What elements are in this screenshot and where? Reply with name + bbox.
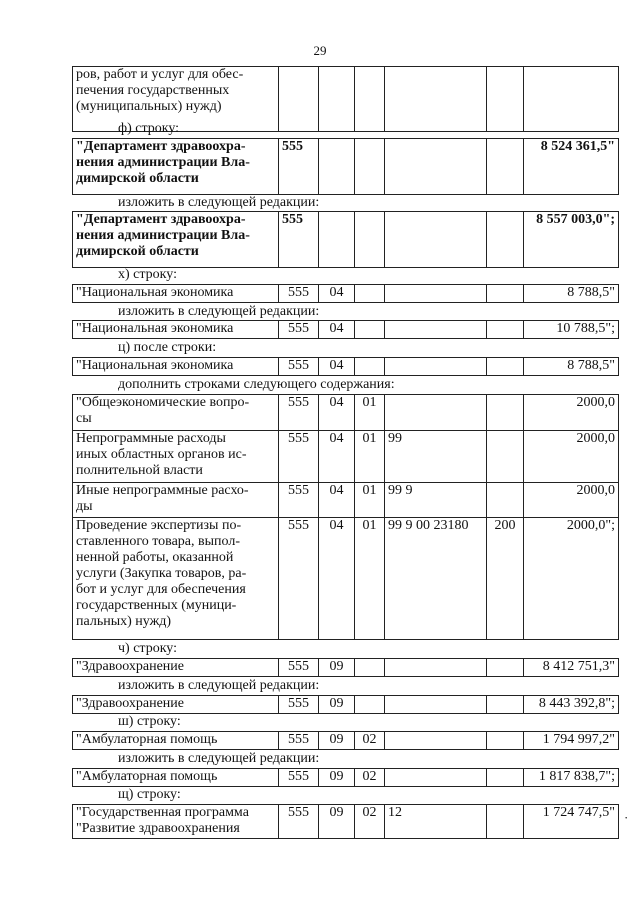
table-row <box>73 483 619 518</box>
row-code: 555 <box>279 212 319 268</box>
table-row <box>73 518 619 640</box>
row-code: 555 <box>279 659 319 677</box>
row-amount: 2000,0 <box>524 431 619 483</box>
row-name: "Государственная программа "Развитие здравоохранения <box>73 805 279 839</box>
row-expense <box>487 431 524 483</box>
table-block-department-new <box>72 211 619 268</box>
row-name: "Департамент здравоохра- нения администрации Вла- димирской области <box>73 212 279 268</box>
table-row-economy-after <box>72 357 619 376</box>
row-expense <box>487 395 524 431</box>
row-section: 04 <box>319 431 355 483</box>
table-row <box>73 321 619 339</box>
row-section: 04 <box>319 395 355 431</box>
row-amount: 10 788,5"; <box>524 321 619 339</box>
row-code: 555 <box>279 139 319 195</box>
table-row-economy-new <box>72 320 619 339</box>
row-name: Иные непрограммные расхо- ды <box>73 483 279 518</box>
row-name: "Здравоохранение <box>73 696 279 714</box>
page-number: 29 <box>313 43 327 58</box>
table-row-ambulatory-new <box>72 768 619 787</box>
table-block-added-rows <box>72 394 619 640</box>
margin-mark: · <box>624 810 629 825</box>
note-edit-3: изложить в следующей редакции: <box>118 678 320 693</box>
row-amount: 8 788,5" <box>524 358 619 376</box>
row-amount: 2000,0"; <box>524 518 619 640</box>
note-kh: х) строку: <box>118 267 177 282</box>
row-amount: 2000,0 <box>524 395 619 431</box>
row-amount: 1 794 997,2" <box>524 732 619 750</box>
row-section: 09 <box>319 732 355 750</box>
table-row <box>73 431 619 483</box>
row-subsection: 02 <box>355 805 385 839</box>
note-edit-1: изложить в следующей редакции: <box>118 195 320 210</box>
table-row-ambulatory <box>72 731 619 750</box>
note-edit-4: изложить в следующей редакции: <box>118 751 320 766</box>
row-target: 99 9 00 23180 <box>385 518 487 640</box>
row-name: "Общеэкономические вопро- сы <box>73 395 279 431</box>
row-code: 555 <box>279 805 319 839</box>
table-row <box>73 395 619 431</box>
row-code: 555 <box>279 395 319 431</box>
row-section: 09 <box>319 805 355 839</box>
row-code: 555 <box>279 518 319 640</box>
row-name: "Амбулаторная помощь <box>73 769 279 787</box>
table-block-department <box>72 138 619 195</box>
row-expense: 200 <box>487 518 524 640</box>
table-row <box>73 732 619 750</box>
table-row-health-new <box>72 695 619 714</box>
row-code: 555 <box>279 358 319 376</box>
row-name: ров, работ и услуг для обес- печения государственных (муниципальных) нужд) <box>73 67 279 132</box>
row-target: 12 <box>385 805 487 839</box>
row-section: 04 <box>319 285 355 303</box>
row-name: Проведение экспертизы по- ставленного товара, выпол- ненной работы, оказанной услуги (Закупка товаров, ра- бот и услуг для обеспечения государственных (муници- пальных) нужд) <box>73 518 279 640</box>
row-name: "Департамент здравоохра- нения администрации Вла- димирской области <box>73 139 279 195</box>
row-code: 555 <box>279 483 319 518</box>
row-subsection: 02 <box>355 732 385 750</box>
row-subsection: 01 <box>355 395 385 431</box>
note-sh: ш) строку: <box>118 714 181 729</box>
table-row <box>73 805 619 839</box>
row-amount: 1 817 838,7"; <box>524 769 619 787</box>
row-name: "Национальная экономика <box>73 358 279 376</box>
row-code: 555 <box>279 431 319 483</box>
note-edit-2: изложить в следующей редакции: <box>118 304 320 319</box>
table-row <box>73 139 619 195</box>
table-row-state-program <box>72 804 619 839</box>
row-name: "Здравоохранение <box>73 659 279 677</box>
note-ch: ч) строку: <box>118 641 178 656</box>
table-row-health <box>72 658 619 677</box>
row-subsection: 01 <box>355 518 385 640</box>
table-row <box>73 769 619 787</box>
row-subsection: 01 <box>355 483 385 518</box>
row-code: 555 <box>279 321 319 339</box>
table-row <box>73 212 619 268</box>
row-target: 99 9 <box>385 483 487 518</box>
note-f: ф) строку: <box>118 121 180 136</box>
row-code: 555 <box>279 769 319 787</box>
row-amount: 8 443 392,8"; <box>524 696 619 714</box>
row-code: 555 <box>279 285 319 303</box>
row-amount: 2000,0 <box>524 483 619 518</box>
row-code: 555 <box>279 696 319 714</box>
row-amount: 8 557 003,0"; <box>524 212 619 268</box>
row-target <box>385 395 487 431</box>
table-row <box>73 696 619 714</box>
row-amount: 8 412 751,3" <box>524 659 619 677</box>
row-section: 09 <box>319 769 355 787</box>
note-shch: щ) строку: <box>118 787 181 802</box>
row-code: 555 <box>279 732 319 750</box>
table-row <box>73 659 619 677</box>
row-section: 04 <box>319 321 355 339</box>
note-add: дополнить строками следующего содержания: <box>118 377 395 392</box>
row-name: Непрограммные расходы иных областных органов ис- полнительной власти <box>73 431 279 483</box>
row-name: "Национальная экономика <box>73 285 279 303</box>
row-amount: 1 724 747,5" <box>524 805 619 839</box>
row-name: "Амбулаторная помощь <box>73 732 279 750</box>
table-row <box>73 285 619 303</box>
row-section: 04 <box>319 358 355 376</box>
row-section: 04 <box>319 483 355 518</box>
note-ts: ц) после строки: <box>118 340 217 355</box>
row-section: 09 <box>319 696 355 714</box>
row-target: 99 <box>385 431 487 483</box>
row-amount: 8 788,5" <box>524 285 619 303</box>
row-section: 09 <box>319 659 355 677</box>
row-subsection: 01 <box>355 431 385 483</box>
row-expense <box>487 483 524 518</box>
row-section: 04 <box>319 518 355 640</box>
table-row <box>73 358 619 376</box>
row-subsection: 02 <box>355 769 385 787</box>
table-row-economy <box>72 284 619 303</box>
row-amount: 8 524 361,5" <box>524 139 619 195</box>
row-name: "Национальная экономика <box>73 321 279 339</box>
